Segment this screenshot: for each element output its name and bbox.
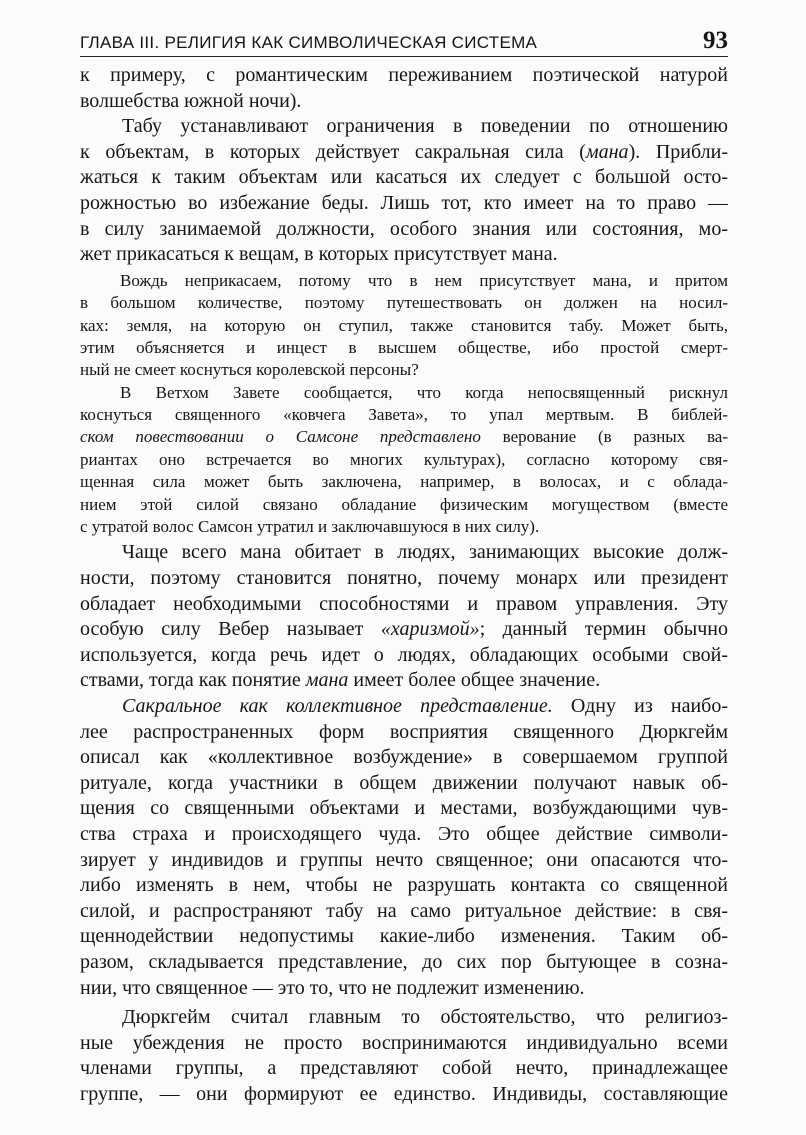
text-line: описал как «коллективное возбуждение» в совершаемом группой [80,746,728,769]
block-quote [80,270,728,382]
text-line: с утратой волос Самсон утратил и заключавшуюся в них силу). [80,517,540,537]
text-line: ный не смеет коснуться королевской персоны? [80,360,419,380]
text-line: Табу устанавливают ограничения в поведении по отношению [122,115,728,138]
emphasis: мана [585,140,629,163]
text-line: членами группы, а представляют собой нечто, принадлежащее [80,1057,728,1080]
page-number: 93 [703,27,728,54]
paragraph [80,540,728,694]
block-quote [80,382,728,539]
emphasis: мана [305,669,349,692]
text-line: используется, когда речь идет о людях, обладающих особыми свой- [80,643,728,666]
text-line: щения со священными объектами и местами, возбуждающими чув- [80,797,728,820]
text-line: ках: земля, на которую он ступил, также становится табу. Может быть, [80,315,728,335]
text-line: ритуале, когда участники в общем движении получают навык об- [80,771,728,794]
text-line: Сакральное как коллективное представление. Одну из наибо- [122,695,728,717]
text-line: силой, и распространяют табу на само ритуальное действие: в свя- [80,899,728,922]
text-line: либо изменять в нем, чтобы не разрушать контакта со священной [80,874,728,897]
paragraph [80,1005,728,1107]
text-line: особую силу Вебер называет «харизмой»; данный термин обычно [80,618,728,641]
text-line: жет прикасаться к вещам, в которых присутствует мана. [80,243,558,266]
page-header [80,22,728,57]
text-line: разом, складывается представление, до сих пор бытующее в созна- [80,950,728,973]
text-line: нии, что священное — это то, что не подлежит изменению. [80,976,585,999]
text-line: волшебства южной ночи). [80,89,302,112]
text-line: нием этой силой связано обладание физическим могуществом (вместе [80,494,728,514]
paragraph [80,114,728,268]
text-line: ные убеждения не просто воспринимаются индивидуально всеми [80,1031,728,1054]
text-line: зирует у индивидов и группы нечто священное; они опасаются что- [80,848,728,871]
text-line: этим объясняется и инцест в высшем обществе, ибо простой смерт- [80,337,728,357]
text-line: риантах оно встречается во многих культурах), согласно которому свя- [80,449,728,469]
page-body [80,63,728,1108]
paragraph [80,694,728,1001]
text-line: к примеру, с романтическим переживанием поэтической натурой [80,64,728,86]
text-line: в большом количестве, поэтому путешествовать он должен на носил- [80,293,728,313]
text-line: к объектам, в которых действует сакральная сила (мана). Прибли- [80,140,728,163]
text-line: В Ветхом Завете сообщается, что когда непосвященный рискнул [120,382,728,402]
running-head: ГЛАВА III. РЕЛИГИЯ КАК СИМВОЛИЧЕСКАЯ СИСТЕМА [80,33,538,52]
text-line: Дюркгейм считал главным то обстоятельство, что религиоз- [122,1006,728,1029]
text-line: ствами, тогда как понятие мана имеет более общее значение. [80,669,601,692]
text-line: ском повествовании о Самсоне представлено верование (в разных ва- [80,427,728,447]
emphasis: Сакральное как коллективное представление. [122,695,553,717]
text-line: жаться к таким объектам или касаться их следует с большой осто- [80,166,728,189]
text-line: ности, поэтому становится понятно, почему монарх или президент [80,567,728,590]
text-line: обладает необходимыми способностями и правом управления. Эту [80,592,728,615]
text-line: рожностью во избежание беды. Лишь тот, кто имеет на то право — [80,191,728,214]
text-line: щенная сила может быть заключена, например, в волосах, и с облада- [80,472,728,492]
text-line: Вождь неприкасаем, потому что в нем присутствует мана, и притом [120,270,728,290]
paragraph [80,63,728,114]
text-line: Чаще всего мана обитает в людях, занимающих высокие долж- [122,541,728,564]
text-line: коснуться священного «ковчега Завета», то упал мертвым. В библей- [80,405,728,425]
emphasis: ском повествовании о Самсоне представлено [80,427,481,447]
emphasis: «харизмой» [380,618,480,641]
text-line: щеннодействии недопустимы какие-либо изменения. Таким об- [80,925,728,948]
text-line: ства страха и происходящего чуда. Это общее действие символи- [80,822,728,845]
text-line: группе, — они формируют ее единство. Индивиды, составляющие [80,1082,728,1105]
text-line: лее распространенных форм восприятия священного Дюркгейм [80,720,728,743]
book-page [80,22,728,1108]
text-line: в силу занимаемой должности, особого знания или состояния, мо- [80,217,728,240]
